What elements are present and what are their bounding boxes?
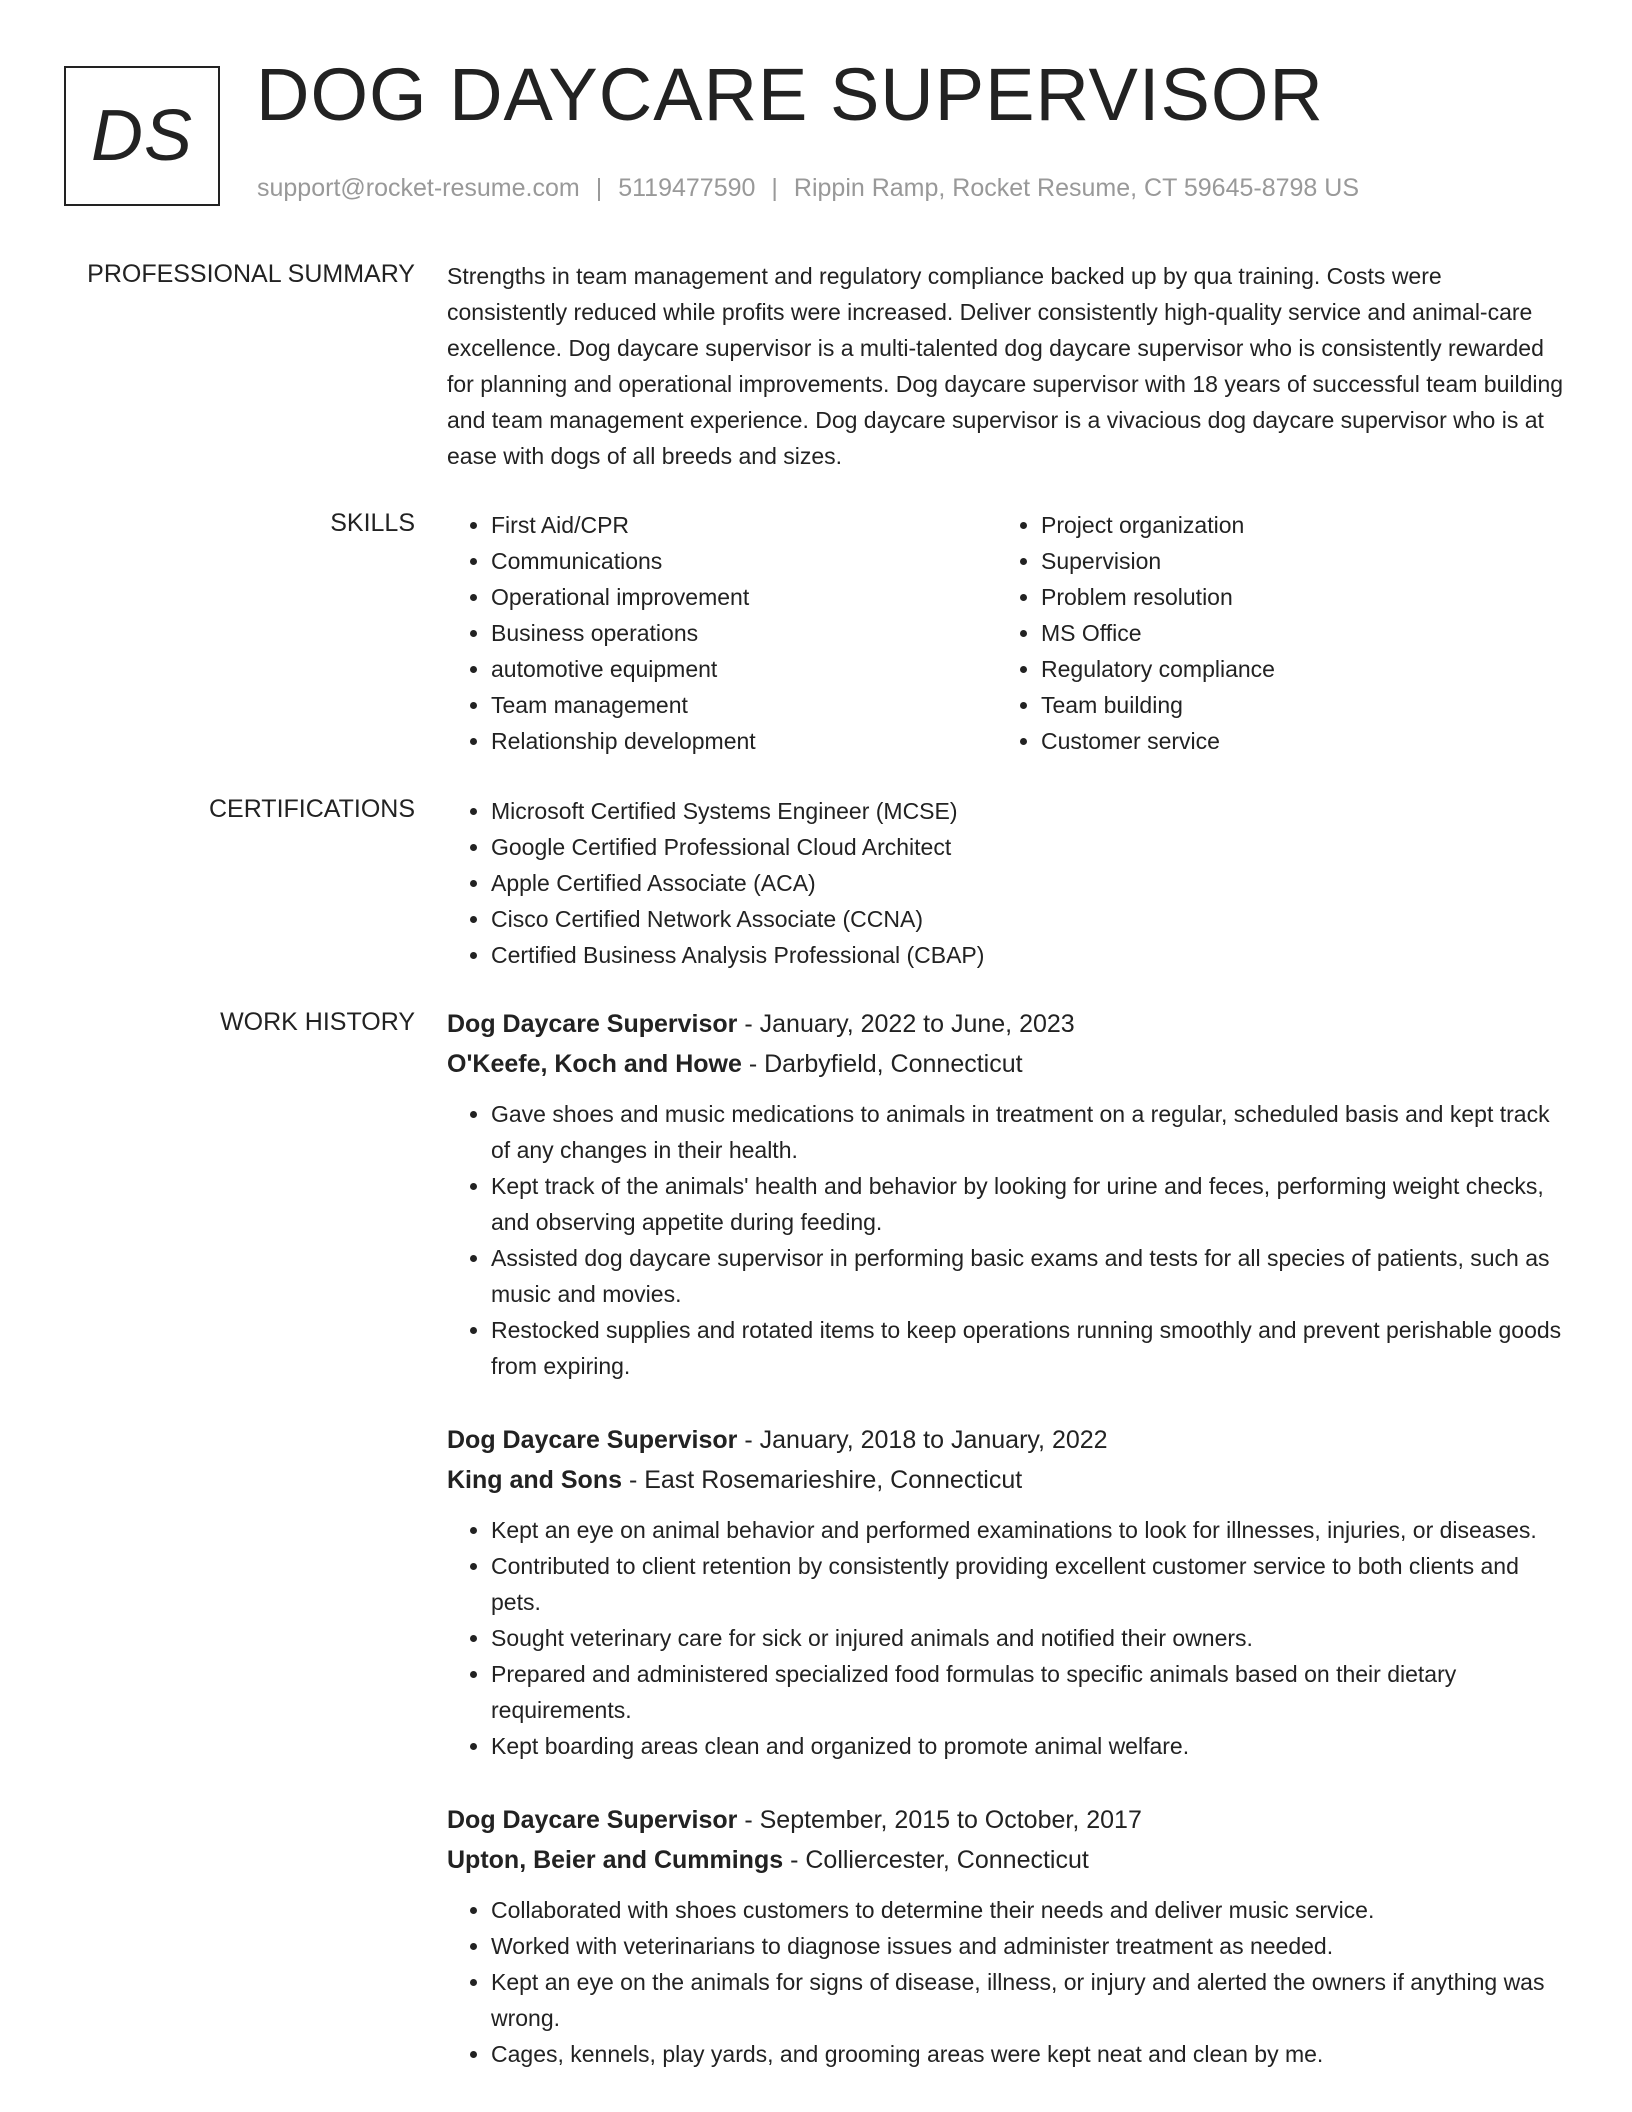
skills-list-right (997, 507, 1547, 759)
job-entry (447, 1004, 1567, 1384)
job-dates: - September, 2015 to October, 2017 (744, 1806, 1142, 1834)
certifications-list (447, 793, 1567, 973)
page-title: DOG DAYCARE SUPERVISOR (256, 53, 1324, 136)
job-company: Upton, Beier and Cummings (447, 1846, 784, 1874)
contact-line (257, 174, 1359, 203)
list-item: • Gave shoes and music medications to animals in treatment on a regular, scheduled basis and kept track of any changes in their health. (491, 1096, 1567, 1168)
list-item: • Kept track of the animals' health and behavior by looking for urine and feces, performing weight checks, and observing appetite during feeding. (491, 1168, 1567, 1240)
list-item: • Problem resolution (1041, 579, 1547, 615)
list-item: • Certified Business Analysis Professional (CBAP) (491, 937, 1567, 973)
job-title-line (447, 1004, 1567, 1044)
list-item: • Restocked supplies and rotated items to keep operations running smoothly and prevent perishable goods from expiring. (491, 1312, 1567, 1384)
list-item: • Sought veterinary care for sick or injured animals and notified their owners. (491, 1620, 1567, 1656)
skills-grid (447, 507, 1567, 759)
list-item: • automotive equipment (491, 651, 997, 687)
job-location: - East Rosemarieshire, Connecticut (628, 1466, 1023, 1494)
contact-address: Rippin Ramp, Rocket Resume, CT 59645-8798 US (793, 174, 1359, 202)
job-company-line (447, 1460, 1567, 1500)
list-item: • Operational improvement (491, 579, 997, 615)
job-duties-list (447, 1512, 1567, 1764)
skills-body (447, 507, 1567, 759)
list-item: • Customer service (1041, 723, 1547, 759)
list-item: • Assisted dog daycare supervisor in performing basic exams and tests for all species of patients, such as music and movies. (491, 1240, 1567, 1312)
list-item: • Kept an eye on animal behavior and performed examinations to look for illnesses, injuries, or diseases. (491, 1512, 1567, 1548)
list-item: • Cisco Certified Network Associate (CCNA) (491, 901, 1567, 937)
list-item: • MS Office (1041, 615, 1547, 651)
list-item: • Worked with veterinarians to diagnose issues and administer treatment as needed. (491, 1928, 1567, 1964)
contact-separator: | (771, 174, 778, 202)
summary-heading: PROFESSIONAL SUMMARY (87, 260, 415, 288)
list-item: • Prepared and administered specialized food formulas to specific animals based on their dietary requirements. (491, 1656, 1567, 1728)
job-location: - Darbyfield, Connecticut (748, 1050, 1023, 1078)
job-title-line (447, 1800, 1567, 1840)
list-item: • Apple Certified Associate (ACA) (491, 865, 1567, 901)
monogram-text: DS (90, 96, 194, 176)
list-item: • Collaborated with shoes customers to determine their needs and deliver music service. (491, 1892, 1567, 1928)
monogram-logo (64, 66, 220, 206)
job-dates: - January, 2018 to January, 2022 (744, 1426, 1108, 1454)
skills-list-left (447, 507, 997, 759)
job-title: Dog Daycare Supervisor (447, 1010, 738, 1038)
list-item: • Regulatory compliance (1041, 651, 1547, 687)
contact-phone: 5119477590 (618, 174, 756, 202)
job-title: Dog Daycare Supervisor (447, 1426, 738, 1454)
list-item: • Kept boarding areas clean and organized to promote animal welfare. (491, 1728, 1567, 1764)
list-item: • Contributed to client retention by consistently providing excellent customer service to both clients and pets. (491, 1548, 1567, 1620)
certifications-heading: CERTIFICATIONS (208, 795, 415, 823)
skills-column-right (997, 507, 1547, 759)
job-entry (447, 1420, 1567, 1764)
list-item: • Microsoft Certified Systems Engineer (MCSE) (491, 793, 1567, 829)
list-item: • First Aid/CPR (491, 507, 997, 543)
job-dates: - January, 2022 to June, 2023 (744, 1010, 1075, 1038)
contact-separator: | (595, 174, 603, 202)
list-item: • Cages, kennels, play yards, and grooming areas were kept neat and clean by me. (491, 2036, 1567, 2072)
work-history-body (447, 1004, 1567, 2108)
list-item: • Relationship development (491, 723, 997, 759)
list-item: • Business operations (491, 615, 997, 651)
list-item: • Team management (491, 687, 997, 723)
job-title-line (447, 1420, 1567, 1460)
skills-column-left (447, 507, 997, 759)
job-duties-list (447, 1892, 1567, 2072)
job-company-line (447, 1840, 1567, 1880)
job-company: King and Sons (447, 1466, 622, 1494)
job-company-line (447, 1044, 1567, 1084)
job-duties-list (447, 1096, 1567, 1384)
list-item: • Supervision (1041, 543, 1547, 579)
job-location: - Colliercester, Connecticut (790, 1846, 1089, 1874)
list-item: • Team building (1041, 687, 1547, 723)
job-entry (447, 1800, 1567, 2072)
job-company: O'Keefe, Koch and Howe (447, 1050, 742, 1078)
skills-heading: SKILLS (330, 509, 415, 537)
list-item: • Google Certified Professional Cloud Architect (491, 829, 1567, 865)
job-title: Dog Daycare Supervisor (447, 1806, 738, 1834)
list-item: • Project organization (1041, 507, 1547, 543)
summary-text: Strengths in team management and regulatory compliance backed up by qua training. Costs were consistently reduced while profits were increased. Deliver consistently high-quality service and animal-care excellence. Dog daycare supervisor is a multi-talented dog daycare supervisor who is consistently rewarded for planning and operational improvements. Dog daycare supervisor with 18 years of successful team building and team management experience. Dog daycare supervisor is a vivacious dog daycare supervisor who is at ease with dogs of all breeds and sizes. (447, 263, 1564, 469)
list-item: • Communications (491, 543, 997, 579)
contact-email: support@rocket-resume.com (257, 174, 580, 202)
summary-body (447, 258, 1567, 474)
list-item: • Kept an eye on the animals for signs of disease, illness, or injury and alerted the owners if anything was wrong. (491, 1964, 1567, 2036)
work-history-heading: WORK HISTORY (220, 1008, 415, 1036)
certifications-body (447, 793, 1567, 973)
